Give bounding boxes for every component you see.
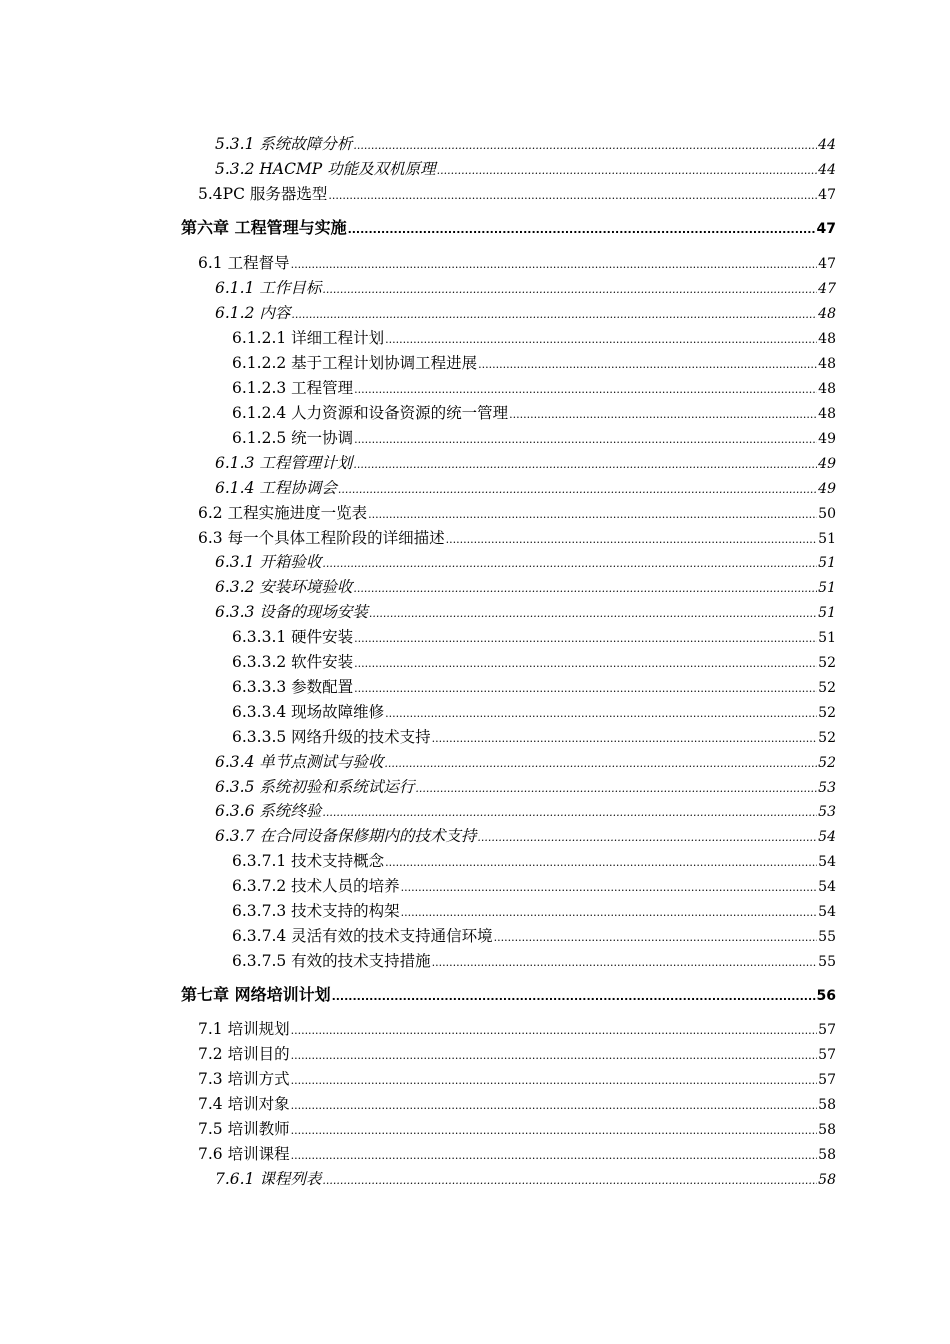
toc-entry-title: 6.3.7.4 灵活有效的技术支持通信环境 [232,927,493,945]
toc-entry[interactable] [232,677,836,699]
dot-leader [385,853,817,873]
toc-entry[interactable] [198,253,836,275]
toc-entry-title: 6.3.5 系统初验和系统试运行 [215,778,415,796]
toc-page-number: 52 [818,730,836,746]
toc-entry-title: 5.3.1 系统故障分析 [215,135,353,153]
toc-entry[interactable] [215,801,836,823]
toc-page-number: 57 [818,1072,836,1088]
dot-leader [291,1096,818,1116]
toc-entry-title: 6.1.2.2 基于工程计划协调工程进展 [232,354,478,372]
toc-entry[interactable] [232,901,836,923]
toc-page-number: 52 [818,705,836,721]
toc-entry[interactable] [215,752,836,774]
toc-entry-title: 6.1.2 内容 [215,304,291,322]
dot-leader [477,828,817,848]
dot-leader [401,878,818,898]
toc-page-number: 44 [818,137,836,153]
toc-entry[interactable] [215,303,836,325]
toc-page-number: 57 [818,1047,836,1063]
toc-entry-title: 第六章 工程管理与实施 [181,218,347,237]
toc-entry[interactable] [198,1044,836,1066]
toc-entry[interactable] [215,134,836,156]
toc-entry[interactable] [215,552,836,574]
toc-entry-title: 6.1.3 工程管理计划 [215,454,353,472]
toc-entry-title: 6.2 工程实施进度一览表 [198,504,368,522]
toc-entry-title: 6.1.2.1 详细工程计划 [232,329,385,347]
toc-entry-title: 6.3.2 安装环境验收 [215,578,353,596]
toc-entry[interactable] [232,378,836,400]
toc-entry[interactable] [198,1094,836,1116]
dot-leader [385,330,817,350]
toc-entry[interactable] [232,876,836,898]
dot-leader [369,604,817,624]
toc-entry[interactable] [198,1019,836,1041]
toc-page-number: 54 [818,854,836,870]
toc-page-number: 48 [818,331,836,347]
toc-page-number: 58 [818,1172,836,1188]
toc-page-number: 48 [818,306,836,322]
toc-page-number: 51 [818,555,836,571]
dot-leader [338,480,817,500]
toc-page-number: 48 [818,381,836,397]
toc-page-number: 56 [816,988,836,1004]
dot-leader [354,679,817,699]
toc-entry[interactable] [232,353,836,375]
dot-leader [354,629,817,649]
dot-leader [322,1171,817,1191]
toc-entry[interactable] [232,403,836,425]
toc-entry[interactable] [232,652,836,674]
dot-leader [478,355,817,375]
toc-page-number: 54 [818,904,836,920]
toc-entry[interactable] [215,159,836,181]
toc-entry-title: 6.1.2.3 工程管理 [232,379,354,397]
toc-page-number: 54 [818,829,836,845]
dot-leader [401,903,818,923]
toc-entry[interactable] [215,577,836,599]
dot-leader [368,505,817,525]
toc-entry[interactable] [232,428,836,450]
dot-leader [432,729,818,749]
dot-leader [291,1071,818,1091]
dot-leader [432,953,818,973]
dot-leader [354,430,817,450]
toc-entry-title: 6.3.7 在合同设备保修期内的技术支持 [215,827,477,845]
toc-entry[interactable] [232,727,836,749]
toc-page-number: 47 [818,256,836,272]
toc-page-number: 51 [818,605,836,621]
dot-leader [353,579,817,599]
dot-leader [322,280,817,300]
toc-entry-title: 6.1.2.5 统一协调 [232,429,354,447]
dot-leader [384,754,817,774]
toc-page-number: 48 [818,406,836,422]
toc-page-number: 53 [818,804,836,820]
toc-entry[interactable] [181,985,836,1007]
toc-entry-title: 6.3.3.4 现场故障维修 [232,703,385,721]
toc-entry-title: 6.3 每一个具体工程阶段的详细描述 [198,529,445,547]
toc-entry-title: 6.3.7.5 有效的技术支持措施 [232,952,431,970]
toc-page-number: 57 [818,1022,836,1038]
toc-entry[interactable] [181,218,836,240]
toc-entry-title: 6.1.2.4 人力资源和设备资源的统一管理 [232,404,509,422]
toc-entry-title: 6.1 工程督导 [198,254,290,272]
toc-page-number: 53 [818,780,836,796]
dot-leader [509,405,817,425]
toc-entry-title: 6.3.7.2 技术人员的培养 [232,877,400,895]
toc-entry-title: 7.6.1 课程列表 [215,1170,322,1188]
toc-entry-title: 7.5 培训教师 [198,1120,290,1138]
toc-page-number: 51 [818,580,836,596]
toc-page-number: 52 [818,655,836,671]
toc-entry[interactable] [198,503,836,525]
toc-page-number: 52 [818,680,836,696]
toc-page-number: 47 [816,221,836,237]
dot-leader [348,220,816,240]
dot-leader [446,530,818,550]
toc-entry[interactable] [215,826,836,848]
toc-entry-title: 7.3 培训方式 [198,1070,290,1088]
toc-entry-title: 6.3.7.3 技术支持的构架 [232,902,400,920]
toc-page-number: 55 [818,954,836,970]
toc-page-number: 55 [818,929,836,945]
toc-entry[interactable] [215,278,836,300]
toc-entry-title: 6.3.3.5 网络升级的技术支持 [232,728,431,746]
toc-entry-title: 第七章 网络培训计划 [181,985,331,1004]
toc-page-number: 47 [818,281,836,297]
toc-entry[interactable] [198,1119,836,1141]
toc-entry[interactable] [215,602,836,624]
toc-page-number: 58 [818,1097,836,1113]
toc-entry-title: 6.3.1 开箱验收 [215,553,322,571]
toc-entry[interactable] [198,184,836,206]
dot-leader [328,186,817,206]
toc-entry[interactable] [215,453,836,475]
dot-leader [437,161,818,181]
toc-entry-title: 6.3.7.1 技术支持概念 [232,852,385,870]
toc-entry[interactable] [232,627,836,649]
dot-leader [291,1146,818,1166]
dot-leader [385,704,817,724]
toc-entry[interactable] [215,478,836,500]
dot-leader [354,380,817,400]
toc-entry[interactable] [215,777,836,799]
dot-leader [494,928,818,948]
dot-leader [332,987,816,1007]
toc-entry-title: 6.3.3.3 参数配置 [232,678,354,696]
toc-entry[interactable] [232,702,836,724]
dot-leader [291,255,818,275]
dot-leader [354,654,817,674]
toc-entry[interactable] [198,1144,836,1166]
toc-entry[interactable] [232,951,836,973]
dot-leader [322,803,817,823]
dot-leader [415,779,817,799]
toc-entry[interactable] [232,328,836,350]
toc-entry-title: 7.2 培训目的 [198,1045,290,1063]
toc-entry-title: 7.6 培训课程 [198,1145,290,1163]
toc-entry-title: 7.1 培训规划 [198,1020,290,1038]
toc-page-number: 50 [818,506,836,522]
toc-page-number: 51 [818,531,836,547]
toc-page-number: 48 [818,356,836,372]
toc-page-number: 58 [818,1122,836,1138]
toc-page-number: 54 [818,879,836,895]
toc-entry-title: 5.3.2 HACMP 功能及双机原理 [215,160,436,178]
toc-page-number: 51 [818,630,836,646]
toc-entry[interactable] [232,926,836,948]
toc-page-number: 47 [818,187,836,203]
toc-entry-title: 6.3.3.2 软件安装 [232,653,354,671]
toc-entry-title: 6.1.1 工作目标 [215,279,322,297]
toc-page-number: 49 [818,481,836,497]
dot-leader [291,1046,818,1066]
toc-entry[interactable] [215,1169,836,1191]
toc-entry-title: 6.3.3.1 硬件安装 [232,628,354,646]
toc-page-number: 52 [818,755,836,771]
toc-entry[interactable] [198,528,836,550]
dot-leader [291,305,817,325]
dot-leader [291,1021,818,1041]
dot-leader [353,455,817,475]
dot-leader [322,554,817,574]
dot-leader [291,1121,818,1141]
toc-page-number: 49 [818,456,836,472]
toc-entry-title: 5.4PC 服务器选型 [198,185,328,203]
toc-page-number: 58 [818,1147,836,1163]
toc-entry-title: 6.3.4 单节点测试与验收 [215,753,384,771]
dot-leader [353,136,817,156]
toc-entry-title: 6.3.6 系统终验 [215,802,322,820]
toc-entry-title: 7.4 培训对象 [198,1095,290,1113]
toc-page-number: 44 [818,162,836,178]
toc-entry[interactable] [198,1069,836,1091]
toc-page-number: 49 [818,431,836,447]
toc-entry-title: 6.3.3 设备的现场安装 [215,603,368,621]
toc-entry-title: 6.1.4 工程协调会 [215,479,337,497]
toc-entry[interactable] [232,851,836,873]
